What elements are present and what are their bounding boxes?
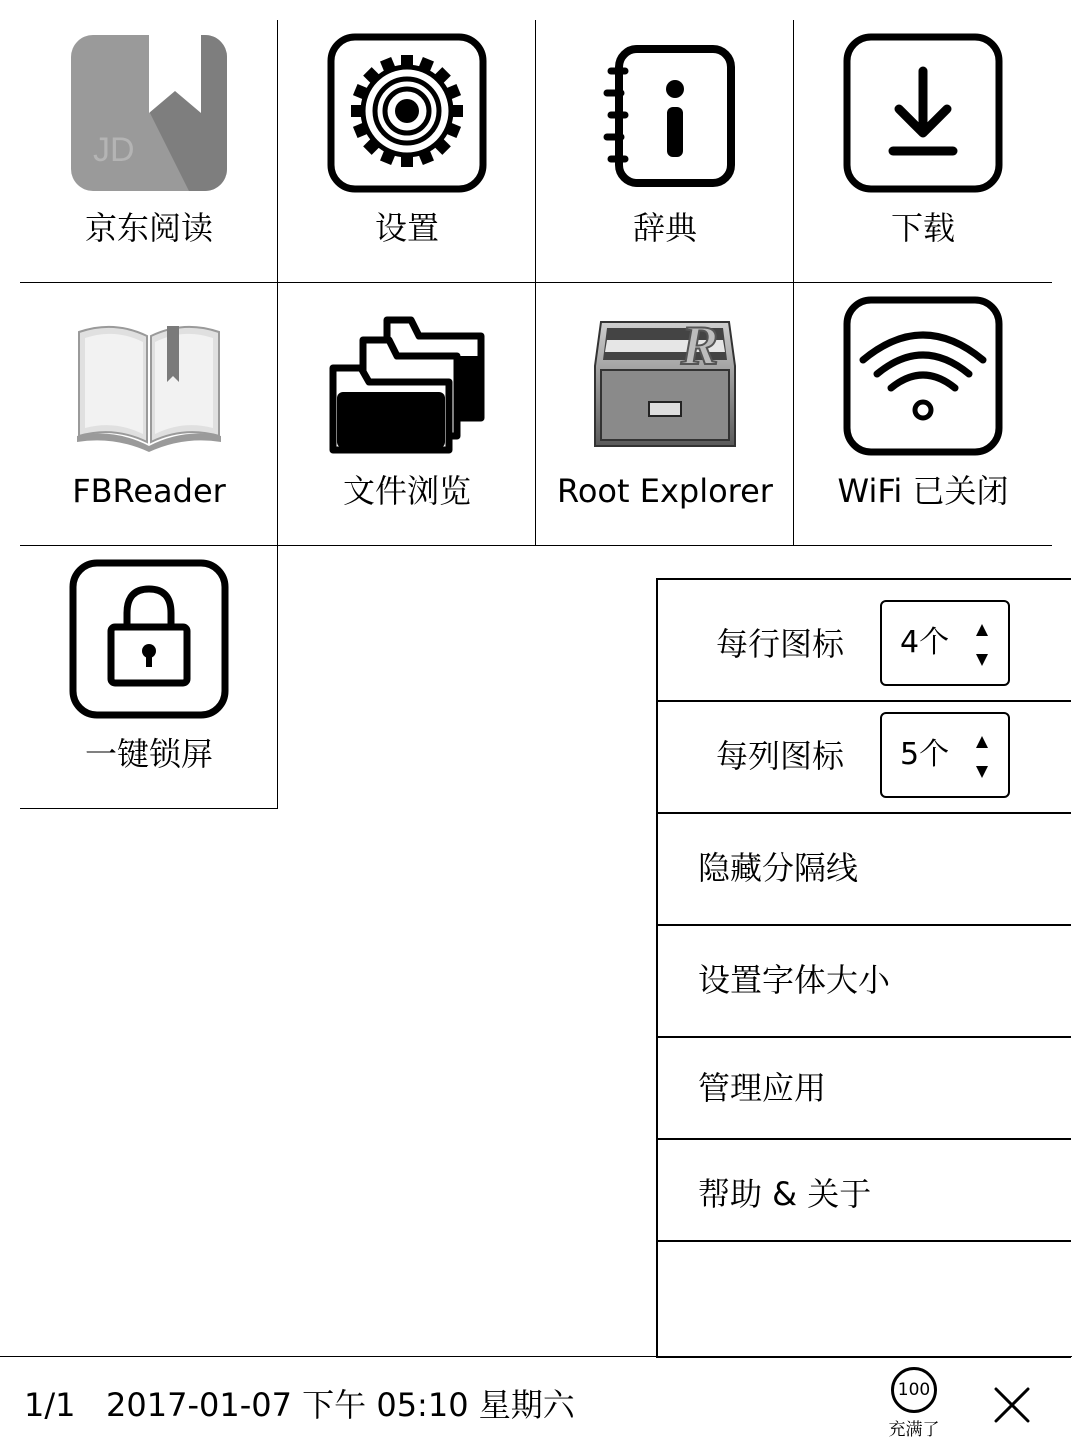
battery-indicator — [888, 1367, 944, 1447]
app-wifi-toggle[interactable] — [794, 283, 1052, 546]
stepper-arrows-icon[interactable] — [974, 734, 990, 780]
icons-per-column-value: 5个 — [900, 737, 950, 772]
icons-per-column-setting — [658, 702, 1071, 814]
app-dictionary[interactable] — [536, 20, 794, 283]
download-icon — [843, 33, 1003, 193]
fbreader-book-icon — [69, 296, 229, 456]
menu-item-hide-dividers[interactable] — [658, 814, 1071, 926]
menu-item-label: 设置字体大小 — [698, 961, 891, 999]
status-bar — [0, 1356, 1072, 1448]
app-download[interactable] — [794, 20, 1052, 283]
app-label: 设置 — [374, 209, 439, 247]
options-menu — [656, 578, 1071, 1358]
menu-item-font-size[interactable] — [658, 926, 1071, 1038]
svg-text:R: R — [681, 315, 719, 377]
app-file-browser[interactable] — [278, 283, 536, 546]
menu-item-manage-apps[interactable] — [658, 1038, 1071, 1140]
grid-divider — [535, 20, 536, 546]
app-settings[interactable] — [278, 20, 536, 283]
lock-icon — [69, 559, 229, 719]
icons-per-column-stepper[interactable] — [880, 712, 1010, 798]
app-fbreader[interactable] — [20, 283, 278, 546]
icons-per-row-setting — [658, 580, 1071, 702]
app-label: FBReader — [72, 472, 226, 510]
grid-divider — [20, 282, 1052, 283]
app-jd-reader[interactable] — [20, 20, 278, 283]
battery-icon — [891, 1367, 937, 1413]
wifi-icon — [843, 296, 1003, 456]
icons-per-column-label: 每列图标 — [716, 737, 845, 775]
page-indicator: 1/1 — [24, 1386, 76, 1424]
root-explorer-cabinet-icon — [585, 296, 745, 456]
app-label: 京东阅读 — [84, 209, 213, 247]
icons-per-row-label: 每行图标 — [716, 625, 845, 663]
app-label: 辞典 — [632, 209, 697, 247]
icons-per-row-stepper[interactable] — [880, 600, 1010, 686]
datetime-text: 2017-01-07 下午 05:10 星期六 — [106, 1386, 575, 1424]
grid-divider — [20, 545, 1052, 546]
battery-level: 100 — [897, 1380, 931, 1400]
stepper-arrows-icon[interactable] — [974, 622, 990, 668]
menu-item-label: 管理应用 — [698, 1069, 827, 1107]
app-label: 文件浏览 — [342, 472, 471, 510]
grid-divider — [20, 808, 278, 809]
svg-text:JD: JD — [93, 131, 135, 169]
close-icon[interactable] — [990, 1383, 1034, 1427]
menu-item-label: 帮助 & 关于 — [698, 1175, 872, 1213]
grid-divider — [277, 20, 278, 808]
settings-gear-icon — [327, 33, 487, 193]
app-label: Root Explorer — [557, 472, 773, 510]
grid-divider — [793, 20, 794, 546]
app-root-explorer[interactable] — [536, 283, 794, 546]
dictionary-icon — [585, 33, 745, 193]
menu-item-help-about[interactable] — [658, 1140, 1071, 1242]
app-label: 一键锁屏 — [84, 735, 213, 773]
status-info — [24, 1385, 575, 1425]
battery-status-text: 充满了 — [888, 1420, 940, 1440]
folders-icon — [327, 296, 487, 456]
menu-item-label: 隐藏分隔线 — [698, 849, 859, 887]
icons-per-row-value: 4个 — [900, 625, 950, 660]
jd-reader-icon — [69, 33, 229, 193]
app-lock-screen[interactable] — [20, 546, 278, 809]
app-label: 下载 — [890, 209, 955, 247]
app-label: WiFi 已关闭 — [837, 472, 1009, 510]
